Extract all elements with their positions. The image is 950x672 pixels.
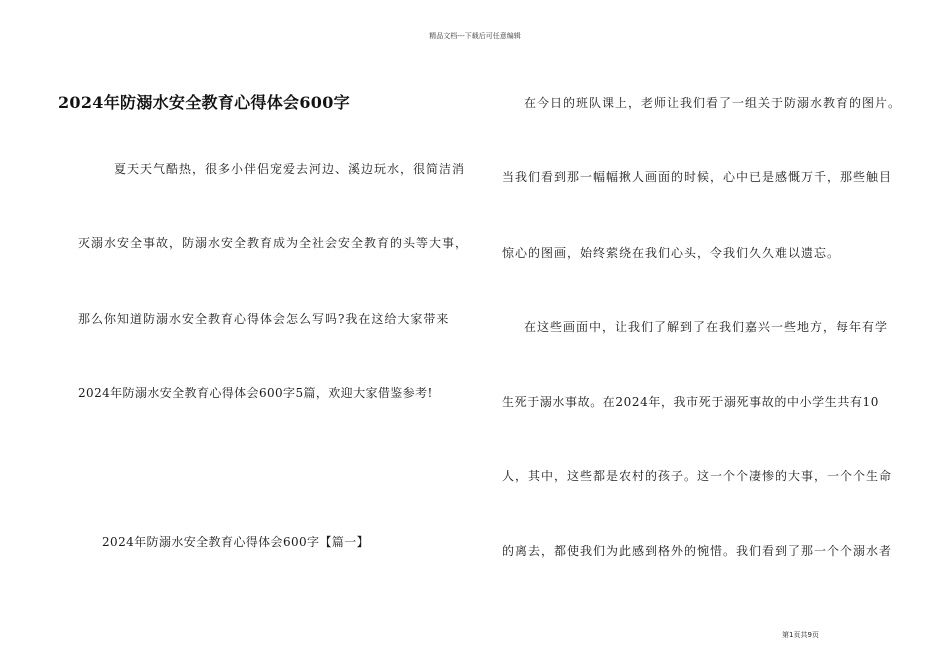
paragraph-line: 人，其中，这些都是农村的孩子。这一个个凄惨的大事，一个个生命 (502, 469, 893, 483)
page-number: 第1页共9页 (782, 631, 819, 639)
paragraph-line: 惊心的图画，始终萦绕在我们心头，令我们久久难以遗忘。 (502, 246, 841, 260)
paragraph-line: 生死于溺水事故。在2024年，我市死于溺死事故的中小学生共有10 (502, 395, 880, 409)
section-heading: 2024年防溺水安全教育心得体会600字【篇一】 (102, 535, 370, 549)
paragraph-line: 2024年防溺水安全教育心得体会600字5篇，欢迎大家借鉴参考! (78, 386, 433, 400)
paragraph-line: 的离去，都使我们为此感到格外的惋惜。我们看到了那一个个溺水者 (502, 544, 893, 558)
header-note: 精品文档---下载后可任意编辑 (429, 32, 521, 40)
paragraph-line: 那么你知道防溺水安全教育心得体会怎么写吗?我在这给大家带来 (78, 312, 450, 326)
paragraph-line: 在这些画面中，让我们了解到了在我们嘉兴一些地方，每年有学 (524, 320, 889, 334)
paragraph-line: 在今日的班队课上，老师让我们看了一组关于防溺水教育的图片。 (524, 96, 902, 110)
paragraph-line: 灭溺水安全事故，防溺水安全教育成为全社会安全教育的头等大事， (78, 236, 469, 250)
paragraph-line: 当我们看到那一幅幅揪人画面的时候，心中已是感慨万千，那些触目 (502, 170, 893, 184)
paragraph-line: 夏天天气酷热，很多小伴侣宠爱去河边、溪边玩水，很简洁消 (114, 162, 466, 176)
page-title: 2024年防溺水安全教育心得体会600字 (58, 93, 350, 112)
